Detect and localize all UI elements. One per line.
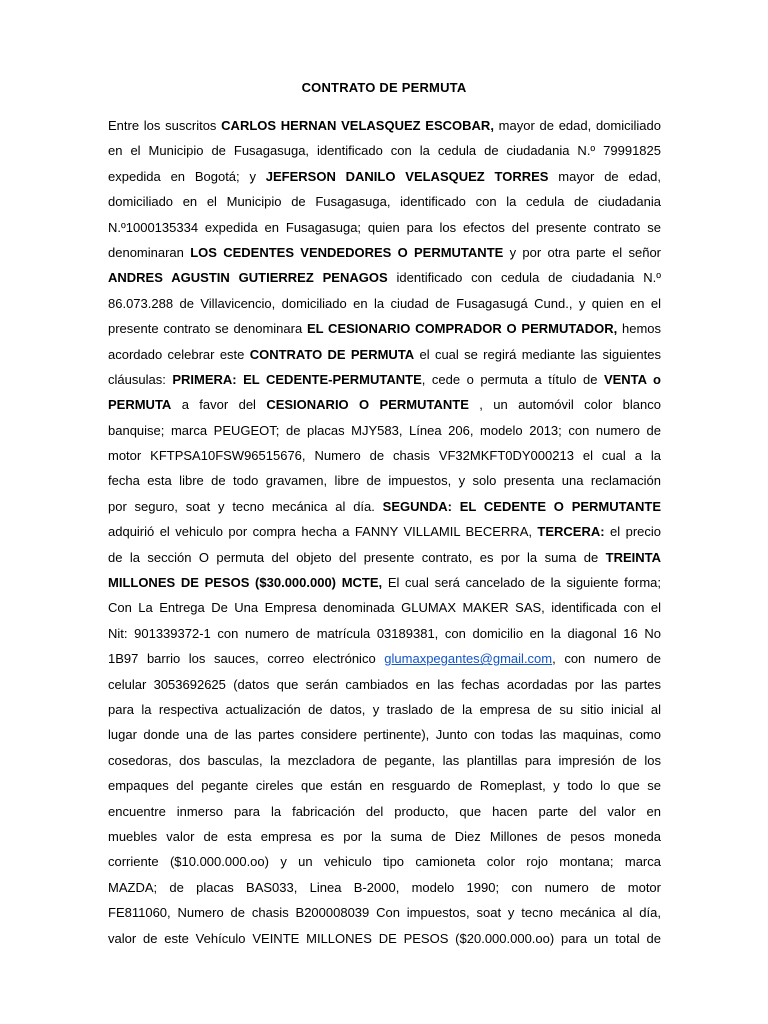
document-title: CONTRATO DE PERMUTA [301, 80, 467, 95]
document-line [108, 722, 661, 747]
line-text: MAZDA; de placas BAS033, Linea B-2000, modelo 1990; con numero de motor [108, 879, 661, 895]
line-text: 86.073.288 de Villavicencio, domiciliado en la ciudad de Fusagasugá Cund., y quien en el [108, 295, 661, 311]
line-text: N.º1000135334 expedida en Fusagasuga; quien para los efectos del presente contrato se [108, 219, 661, 235]
line-text: celular 3053692625 (datos que serán cambiados en las fechas acordadas por las partes [108, 676, 661, 692]
document-line [108, 545, 661, 570]
line-text: adquirió el vehiculo por compra hecha a FANNY VILLAMIL BECERRA, [108, 524, 538, 540]
bold-text: CONTRATO DE PERMUTA [249, 346, 415, 362]
bold-text: VENTA o [603, 371, 661, 387]
line-text: expedida en Bogotá; y [108, 168, 266, 184]
line-text: Nit: 901339372-1 con numero de matrícula 03189381, con domicilio en la diagonal 16 No [108, 625, 661, 641]
document-body [108, 113, 661, 951]
line-text: El cual será cancelado de la siguiente forma; [382, 575, 661, 591]
line-text: , cede o permuta a título de [421, 371, 604, 387]
document-line [108, 824, 661, 849]
bold-text: LOS CEDENTES VENDEDORES O PERMUTANTE [190, 244, 504, 260]
document-line [108, 900, 661, 925]
bold-text: CESIONARIO O PERMUTANTE [266, 397, 469, 413]
document-line [108, 468, 661, 493]
line-text: fecha esta libre de todo gravamen, libre de impuestos, y solo presenta una reclamación [108, 473, 661, 489]
document-line [108, 443, 661, 468]
line-text: motor KFTPSA10FSW96515676, Numero de chasis VF32MKFT0DY000213 el cual a la [108, 448, 661, 464]
bold-text: EL CESIONARIO COMPRADOR O PERMUTADOR, [306, 321, 618, 337]
line-text: Con La Entrega De Una Empresa denominada GLUMAX MAKER SAS, identificada con el [108, 600, 661, 616]
document-line [108, 595, 661, 620]
document-line [108, 849, 661, 874]
document-line [108, 342, 661, 367]
document-line [108, 215, 661, 240]
line-text: banquise; marca PEUGEOT; de placas MJY583, Línea 206, modelo 2013; con numero de [108, 422, 661, 438]
document-line [108, 240, 661, 265]
line-text: Entre los suscritos [108, 118, 222, 133]
line-text: mayor de edad, domiciliado [493, 118, 661, 133]
line-text: para la respectiva actualización de datos, y traslado de la empresa de su sitio inicial al [108, 701, 661, 717]
line-text: cláusulas: [108, 371, 173, 387]
line-text: el cual se regirá mediante las siguientes [414, 346, 661, 362]
document-line [108, 265, 661, 290]
line-text: en el Municipio de Fusagasuga, identificado con la cedula de ciudadania N.º 79991825 [108, 143, 661, 159]
bold-text: PRIMERA: EL CEDENTE-PERMUTANTE [172, 371, 422, 387]
bold-text: TREINTA [605, 549, 661, 565]
bold-text: JEFERSON DANILO VELASQUEZ TORRES [265, 168, 549, 184]
document-line [108, 418, 661, 443]
document-line [108, 799, 661, 824]
line-text: domiciliado en el Municipio de Fusagasuga, identificado con la cedula de ciudadania [108, 194, 661, 210]
line-text: corriente ($10.000.000.oo) y un vehiculo tipo camioneta color rojo montana; marca [108, 854, 661, 870]
line-text: , con numero de [552, 651, 661, 667]
line-text: FE811060, Numero de chasis B200008039 Con impuestos, soat y tecno mecánica al día, [108, 905, 661, 921]
document-line [108, 672, 661, 697]
line-text: acordado celebrar este [108, 346, 250, 362]
line-text: , un automóvil color blanco [468, 397, 661, 413]
document-line [108, 748, 661, 773]
document-line [108, 113, 661, 138]
document-line [108, 189, 661, 214]
bold-text: SEGUNDA: EL CEDENTE O PERMUTANTE [382, 498, 661, 514]
bold-text: ANDRES AGUSTIN GUTIERREZ PENAGOS [108, 270, 388, 286]
line-text: denominaran [108, 244, 191, 260]
bold-text: TERCERA: [537, 524, 605, 540]
document-line [108, 316, 661, 341]
bold-text: CARLOS HERNAN VELASQUEZ ESCOBAR, [221, 118, 494, 133]
document-line [108, 138, 661, 163]
line-text: muebles valor de esta empresa es por la suma de Diez Millones de pesos moneda [108, 828, 661, 844]
document-line [108, 621, 661, 646]
document-line [108, 367, 661, 392]
line-text: 1B97 barrio los sauces, correo electrónico [108, 651, 385, 667]
line-text: encuentre inmerso para la fabricación del producto, que hacen parte del valor en [108, 803, 661, 819]
document-line [108, 926, 661, 951]
bold-text: MILLONES DE PESOS ($30.000.000) MCTE, [108, 575, 383, 591]
line-text: identificado con cedula de ciudadania N.º [387, 270, 661, 286]
document-line [108, 875, 661, 900]
line-text: mayor de edad, [548, 168, 661, 184]
document-line [108, 519, 661, 544]
line-text: empaques del pegante cireles que están en resguardo de Romeplast, y todo lo que se [108, 778, 661, 794]
document-line [108, 646, 661, 671]
line-text: lugar donde una de las partes considere pertinente), Junto con todas las maquinas, como [108, 727, 661, 743]
line-text: y por otra parte el señor [503, 244, 661, 260]
document-line [108, 773, 661, 798]
line-text: a favor del [171, 397, 267, 413]
line-text: valor de este Vehículo VEINTE MILLONES DE PESOS ($20.000.000.oo) para un total de [108, 930, 661, 946]
bold-text: PERMUTA [108, 397, 172, 413]
line-text: cosedoras, dos basculas, la mezcladora de pegante, las plantillas para impresión de los [108, 752, 661, 768]
document-line [108, 164, 661, 189]
document-line [108, 570, 661, 595]
line-text: de la sección O permuta del objeto del presente contrato, es por la suma de [108, 549, 606, 565]
line-text: presente contrato se denominara [108, 321, 307, 337]
line-text: por seguro, soat y tecno mecánica al día. [108, 498, 383, 514]
document-line [108, 392, 661, 417]
document-line [108, 697, 661, 722]
line-text: hemos [617, 321, 661, 337]
line-text: el precio [604, 524, 661, 540]
document-line [108, 494, 661, 519]
email-link[interactable]: glumaxpegantes@gmail.com [384, 651, 553, 667]
document-line [108, 291, 661, 316]
